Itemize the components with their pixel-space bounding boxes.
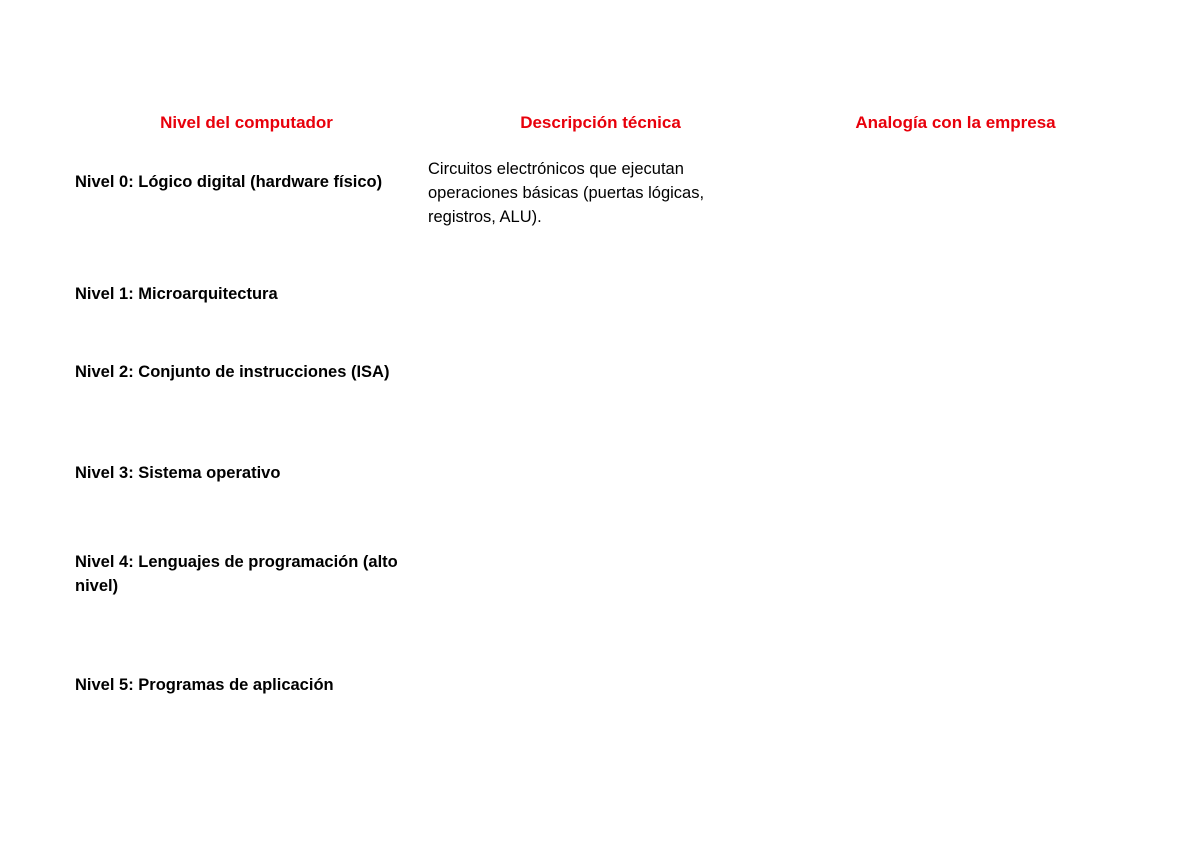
level-label: Nivel 3: Sistema operativo bbox=[75, 464, 281, 482]
technical-description-cell: Circuitos electrónicos que ejecutan operaciones básicas (puertas lógicas, registros, ALU). bbox=[428, 160, 705, 226]
level-label: Nivel 1: Microarquitectura bbox=[75, 285, 278, 303]
level-label: Nivel 4: Lenguajes de programación (alto nivel) bbox=[75, 553, 398, 595]
column-header-level: Nivel del computador bbox=[160, 113, 333, 132]
level-label: Nivel 0: Lógico digital (hardware físico) bbox=[75, 173, 383, 191]
level-label: Nivel 5: Programas de aplicación bbox=[75, 676, 334, 694]
level-label: Nivel 2: Conjunto de instrucciones (ISA) bbox=[75, 363, 390, 381]
column-header-business-analogy: Analogía con la empresa bbox=[855, 113, 1056, 132]
column-header-technical-description: Descripción técnica bbox=[520, 113, 681, 132]
